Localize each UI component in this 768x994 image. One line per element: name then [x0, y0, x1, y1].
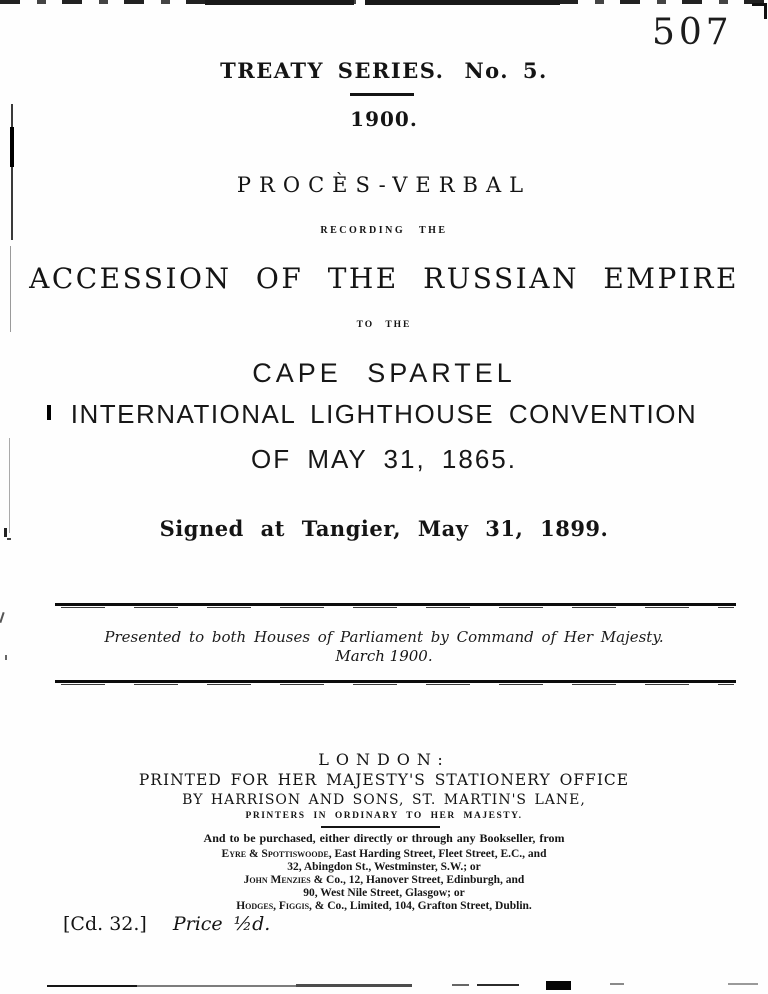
scan-artifact-mark — [0, 612, 5, 623]
convention-title-line1: CAPE SPARTEL — [252, 358, 516, 388]
masthead-year: 1900. — [350, 107, 418, 131]
scan-artifact-bottom-dash — [452, 984, 469, 986]
scan-artifact-bottom-rule — [47, 985, 137, 987]
series-title: TREATY SERIES. — [220, 58, 445, 83]
masthead — [0, 58, 768, 83]
recording-the-label: RECORDING THE — [320, 225, 448, 236]
to-the-label: TO THE — [356, 320, 412, 330]
scan-artifact-bottom-dash — [610, 983, 624, 985]
scan-artifact-bottom-rule — [477, 984, 519, 986]
proces-verbal-title: PROCÈS-VERBAL — [236, 173, 532, 197]
convention-title-line2: INTERNATIONAL LIGHTHOUSE CONVENTION — [70, 399, 698, 429]
purchase-intro-line: And to be purchased, either directly or through any Bookseller, from — [203, 831, 565, 845]
imprint-city: LONDON: — [318, 750, 450, 769]
price-value: ½d. — [233, 913, 271, 935]
horizontal-rule-bottom — [55, 680, 736, 688]
booksellers-list — [0, 848, 768, 913]
printer-line-2: BY HARRISON AND SONS, ST. MARTIN'S LANE, — [182, 792, 586, 808]
horizontal-rule-top — [55, 603, 736, 611]
printer-line-3: PRINTERS IN ORDINARY TO HER MAJESTY. — [245, 811, 523, 821]
command-paper-number: [Cd. 32.] — [63, 913, 147, 935]
price-label: Price — [172, 913, 223, 935]
series-number: No. 5. — [464, 58, 548, 83]
scan-artifact-left-blob — [10, 127, 14, 167]
signed-at-line: Signed at Tangier, May 31, 1899. — [159, 516, 609, 541]
bookseller-line: Eyre & Spottiswoode, East Harding Street, Fleet Street, E.C., and — [221, 848, 547, 860]
scan-artifact-bottom-rule — [296, 984, 412, 987]
bookseller-line: John Menzies & Co., 12, Hanover Street, Edinburgh, and — [243, 873, 525, 886]
accession-title: ACCESSION OF THE RUSSIAN EMPIRE — [29, 262, 739, 295]
scan-artifact-bottom-dash — [728, 983, 758, 985]
bookseller-line: 32, Abingdon St., Westminster, S.W.; or — [287, 860, 481, 873]
scan-artifact-top-edge-heavy — [205, 0, 560, 5]
masthead-divider-rule — [350, 93, 414, 96]
footer — [63, 913, 270, 935]
scan-artifact-bottom-blob — [546, 981, 571, 990]
presentation-date-line: March 1900. — [335, 647, 433, 665]
presented-to-parliament-line: Presented to both Houses of Parliament by Command of Her Majesty. — [104, 628, 664, 646]
bookseller-line: 90, West Nile Street, Glasgow; or — [303, 886, 465, 899]
printer-line-1: PRINTED FOR HER MAJESTY'S STATIONERY OFFICE — [138, 771, 630, 789]
page-number: 507 — [652, 12, 733, 53]
imprint-divider-rule — [321, 826, 440, 828]
bookseller-line: Hodges, Figgis, & Co., Limited, 104, Grafton Street, Dublin. — [236, 899, 532, 912]
convention-title-line3: OF MAY 31, 1865. — [251, 444, 517, 474]
